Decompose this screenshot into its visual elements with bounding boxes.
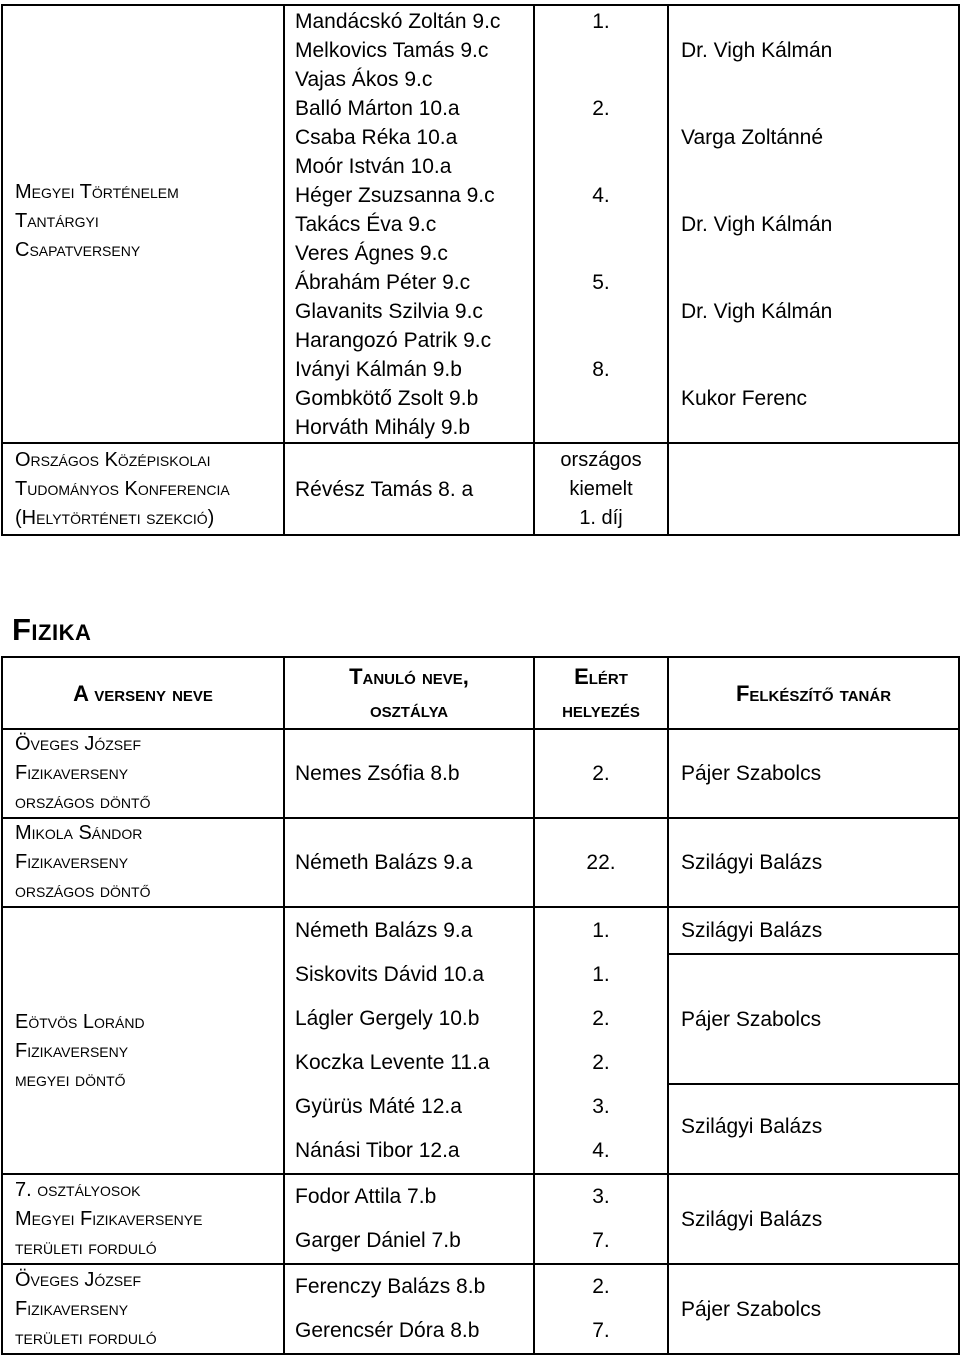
student-name: Nemes Zsófia 8.b (295, 762, 460, 785)
rank-value: kiemelt (569, 477, 633, 500)
student-name: Iványi Kálmán 9.b (295, 358, 462, 381)
student-name: Veres Ágnes 9.c (295, 242, 448, 265)
competition-name: Tudományos Konferencia (15, 477, 230, 500)
teacher-cell (668, 907, 959, 1174)
rank-value: 2. (592, 1007, 610, 1030)
competition-name: területi forduló (15, 1237, 157, 1259)
student-name: Németh Balázs 9.a (295, 919, 473, 942)
competition-name: Mikola Sándor (15, 822, 143, 844)
teacher-name: Pájer Szabolcs (681, 1007, 822, 1031)
rank-value: 7. (592, 1229, 610, 1252)
rank-value: 2. (592, 97, 610, 120)
competition-name: Öveges József (15, 733, 142, 755)
student-name: Gyürüs Máté 12.a (295, 1095, 462, 1118)
student-name: Melkovics Tamás 9.c (295, 39, 489, 62)
competition-cell (2, 818, 284, 907)
rank-cell (534, 1264, 668, 1354)
teacher-cell (668, 1264, 959, 1354)
competition-name: Csapatverseny (15, 238, 141, 261)
competition-name: Országos Középiskolai (15, 448, 211, 471)
rank-value: 3. (592, 1185, 610, 1208)
teacher-name: Dr. Vigh Kálmán (681, 300, 833, 323)
rank-value: 1. díj (579, 506, 623, 529)
students-cell (284, 1264, 534, 1354)
rank-value: 2. (592, 1275, 610, 1298)
teacher-cell (668, 443, 959, 535)
student-name: Takács Éva 9.c (295, 213, 437, 236)
header-student: Tanuló neve, (349, 664, 469, 689)
teacher-name: Szilágyi Balázs (681, 1207, 823, 1231)
rank-value: 5. (592, 271, 610, 294)
header-teacher: Felkészítő tanár (735, 680, 892, 706)
rank-cell (534, 5, 668, 443)
table-row (2, 443, 959, 535)
student-name: Héger Zsuzsanna 9.c (295, 184, 495, 207)
header-competition: A verseny neve (73, 680, 213, 706)
rank-value: 22. (586, 851, 616, 874)
rank-cell (534, 1174, 668, 1264)
table-row (2, 5, 959, 443)
teacher-cell (668, 1174, 959, 1264)
students-cell (284, 1174, 534, 1264)
competition-name: Fizikaverseny (15, 1298, 129, 1320)
section-title: Fizika (12, 612, 92, 647)
rank-cell (534, 729, 668, 818)
students-cell (284, 907, 534, 1174)
rank-cell (534, 907, 668, 1174)
competition-name: Megyei Történelem (15, 180, 179, 203)
teacher-name: Pájer Szabolcs (681, 762, 822, 785)
student-name: Vajas Ákos 9.c (295, 68, 433, 91)
teacher-name: Dr. Vigh Kálmán (681, 39, 833, 62)
teacher-name: Pájer Szabolcs (681, 1297, 822, 1321)
rank-value: országos (560, 448, 642, 471)
rank-value: 1. (592, 10, 610, 33)
competition-cell (2, 1264, 284, 1354)
competition-name: Megyei Fizikaversenye (15, 1208, 203, 1230)
rank-value: 8. (592, 358, 610, 381)
table-row (2, 907, 959, 1174)
teacher-name: Szilágyi Balázs (681, 1114, 823, 1138)
student-name: Fodor Attila 7.b (295, 1185, 437, 1208)
competition-cell (2, 443, 284, 535)
student-name: Lágler Gergely 10.b (295, 1007, 480, 1030)
competition-cell (2, 5, 284, 443)
competition-cell (2, 729, 284, 818)
student-name: Csaba Réka 10.a (295, 126, 458, 149)
column-header (534, 657, 668, 729)
physics-table (1, 656, 960, 1355)
table-row (2, 818, 959, 907)
header-row (2, 657, 959, 729)
rank-cell (534, 443, 668, 535)
column-header (2, 657, 284, 729)
competition-cell (2, 907, 284, 1174)
student-name: Glavanits Szilvia 9.c (295, 300, 483, 323)
competition-name: Fizikaverseny (15, 1040, 129, 1062)
competition-name: (Helytörténeti szekció) (15, 506, 215, 529)
student-name: Siskovits Dávid 10.a (295, 963, 485, 986)
teacher-cell (668, 818, 959, 907)
competition-name: országos döntő (15, 791, 151, 813)
competition-cell (2, 1174, 284, 1264)
rank-value: 3. (592, 1095, 610, 1118)
rank-value: 4. (592, 184, 610, 207)
student-name: Koczka Levente 11.a (295, 1051, 490, 1074)
table-row (2, 1264, 959, 1354)
competition-name: területi forduló (15, 1327, 157, 1349)
competition-name: Öveges József (15, 1269, 142, 1291)
student-name: Ábrahám Péter 9.c (295, 271, 471, 294)
student-name: Horváth Mihály 9.b (295, 416, 471, 439)
competition-name: megyei döntő (15, 1069, 126, 1091)
students-cell (284, 729, 534, 818)
students-cell (284, 443, 534, 535)
header-student: osztálya (369, 697, 449, 722)
student-name: Mandácskó Zoltán 9.c (295, 10, 501, 33)
student-name: Révész Tamás 8. a (295, 477, 474, 501)
rank-value: 4. (592, 1139, 610, 1162)
student-name: Gombkötő Zsolt 9.b (295, 387, 479, 410)
student-name: Németh Balázs 9.a (295, 851, 473, 874)
table-row (2, 1174, 959, 1264)
competition-name: Fizikaverseny (15, 762, 129, 784)
header-rank: helyezés (562, 697, 640, 722)
student-name: Harangozó Patrik 9.c (295, 329, 492, 352)
rank-value: 2. (592, 762, 610, 785)
competition-name: Fizikaverseny (15, 851, 129, 873)
column-header (668, 657, 959, 729)
student-name: Ferenczy Balázs 8.b (295, 1275, 486, 1298)
rank-value: 7. (592, 1319, 610, 1342)
teacher-name: Kukor Ferenc (681, 387, 808, 410)
rank-value: 2. (592, 1051, 610, 1074)
header-rank: Elért (574, 664, 628, 689)
table-row (2, 729, 959, 818)
rank-cell (534, 818, 668, 907)
teacher-name: Dr. Vigh Kálmán (681, 213, 833, 236)
teacher-name: Szilágyi Balázs (681, 851, 823, 874)
teacher-name: Varga Zoltánné (681, 126, 824, 149)
rank-value: 1. (592, 963, 610, 986)
teacher-name: Szilágyi Balázs (681, 919, 823, 942)
student-name: Garger Dániel 7.b (295, 1229, 461, 1252)
rank-value: 1. (592, 919, 610, 942)
students-cell (284, 818, 534, 907)
student-name: Moór István 10.a (295, 155, 452, 178)
student-name: Gerencsér Dóra 8.b (295, 1319, 480, 1342)
competition-name: országos döntő (15, 880, 151, 902)
students-cell (284, 5, 534, 443)
competition-name: Eötvös Loránd (15, 1011, 145, 1033)
column-header (284, 657, 534, 729)
teacher-cell (668, 5, 959, 443)
history-table (1, 4, 960, 536)
competition-name: Tantárgyi (15, 209, 99, 232)
competition-name: 7. osztályosok (15, 1179, 141, 1201)
student-name: Balló Márton 10.a (295, 97, 460, 120)
teacher-cell (668, 729, 959, 818)
student-name: Nánási Tibor 12.a (295, 1139, 460, 1162)
